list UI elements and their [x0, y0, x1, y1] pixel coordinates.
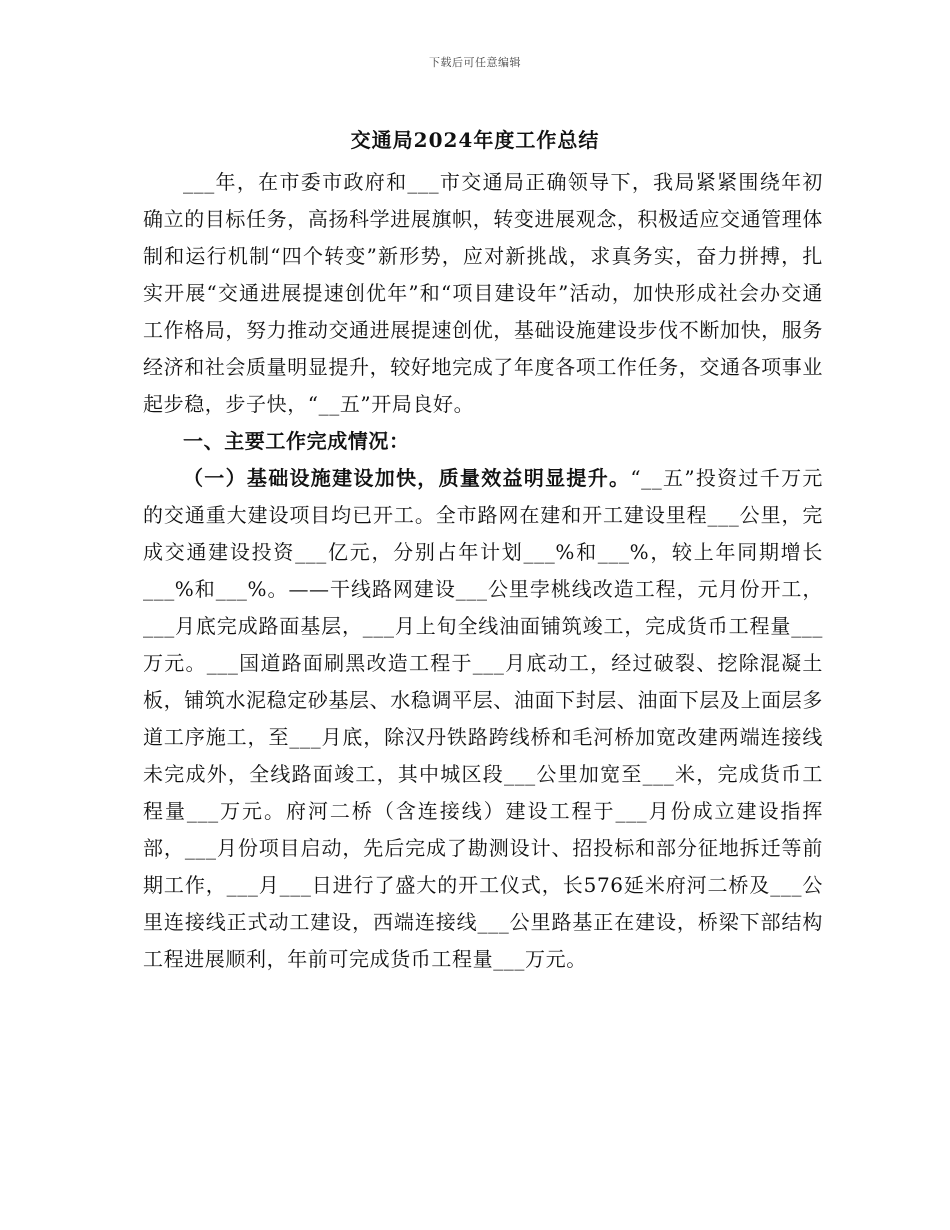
intro-paragraph: ___年，在市委市政府和___市交通局正确领导下，我局紧紧围绕年初确立的目标任务，高扬科学进展旗帜，转变进展观念，积极适应交通管理体制和运行机制“四个转变”新形势，应对新挑战，求真务实，奋力拼搏，扎实开展“交通进展提速创优年”和“项目建设年”活动，加快形成社会办交通工作格局，努力推动交通进展提速创优，基础设施建设步伐不断加快，服务经济和社会质量明显提升，较好地完成了年度各项工作任务，交通各项事业起步稳，步子快，“__五”开局良好。	[143, 170, 823, 416]
document-body	[143, 164, 823, 978]
subsection-title: （一）基础设施建设加快，质量效益明显提升。	[183, 466, 631, 490]
section-heading: 一、主要工作完成情况：	[183, 429, 410, 453]
subsection-body: “__五”投资过千万元的交通重大建设项目均已开工。全市路网在建和开工建设里程___公里，完成交通建设投资___亿元，分别占年计划___%和___%，较上年同期增长___%和___%。——干线路网建设___公里孛桃线改造工程，元月份开工，___月底完成路面基层，___月上旬全线油面铺筑竣工，完成货币工程量___万元。___国道路面刷黑改造工程于___月底动工，经过破裂、挖除混凝土板，铺筑水泥稳定砂基层、水稳调平层、油面下封层、油面下层及上面层多道工序施工，至___月底，除汉丹铁路跨线桥和毛河桥加宽改建两端连接线未完成外，全线路面竣工，其中城区段___公里加宽至___米，完成货币工程量___万元。府河二桥（含连接线）建设工程于___月份成立建设指挥部，___月份项目启动，先后完成了勘测设计、招投标和部分征地拆迁等前期工作，___月___日进行了盛大的开工仪式，长576延米府河二桥及___公里连接线正式动工建设，西端连接线___公里路基正在建设，桥梁下部结构工程进展顺利，年前可完成货币工程量___万元。	[143, 466, 823, 971]
document-title: 交通局2024年度工作总结	[350, 128, 600, 152]
header-note: 下载后可任意编辑	[429, 56, 521, 69]
subsection-paragraph	[143, 460, 823, 978]
